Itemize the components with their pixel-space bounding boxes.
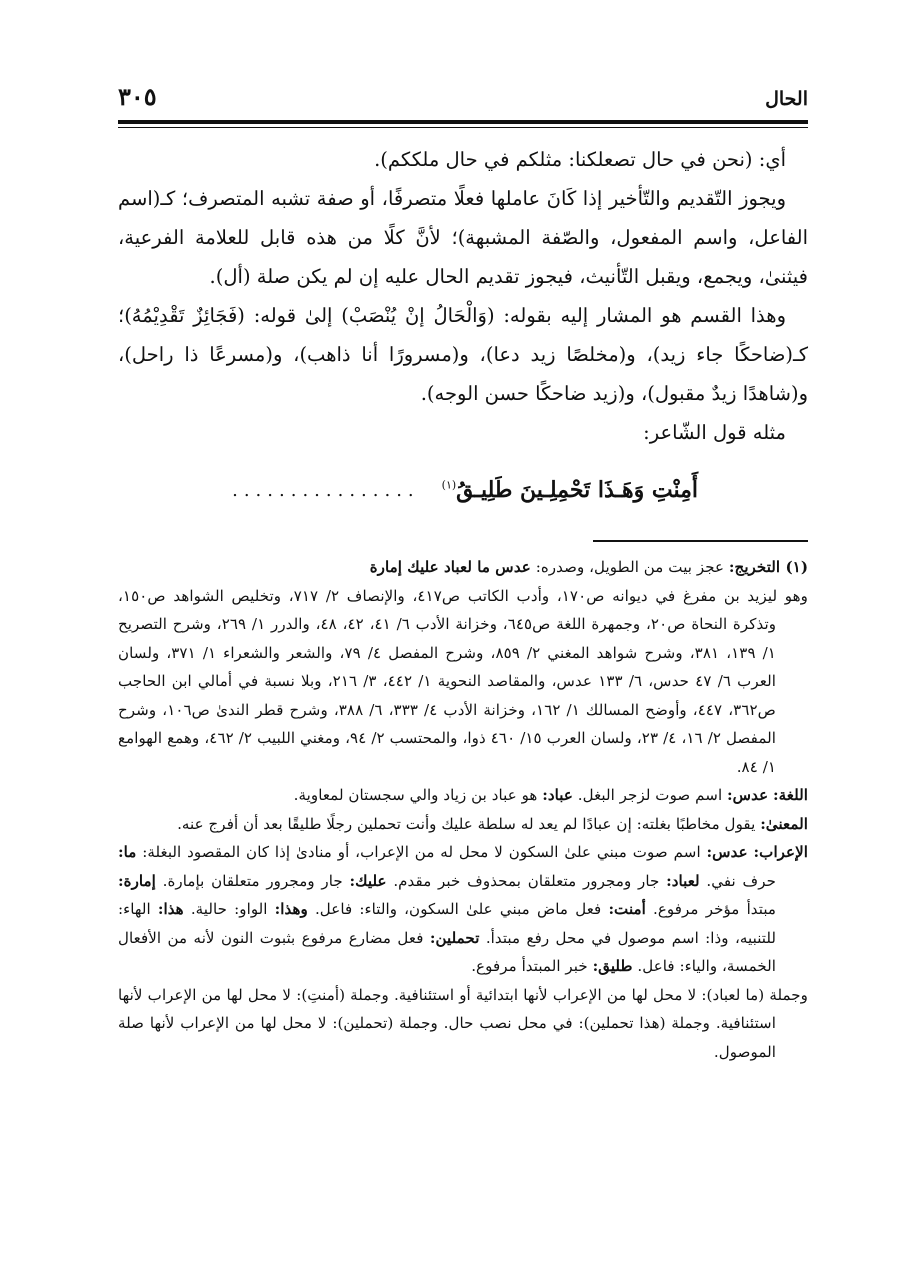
footnote-sources: وهو ليزيد بن مفرغ في ديوانه ص١٧٠، وأدب الكاتب ص٤١٧، والإنصاف ٢/ ٧١٧، وتخليص الشواهد ص١٥٠، وتذكرة النحاة ص٢٠، وجمهرة اللغة ص٦٤٥، وخزانة الأدب ٦/ ٤١، ٤٢، ٤٨، والدرر ١/ ٢٦٩، وشرح التصريح ١/ ١٣٩، ٣٨١، وشرح شواهد المغني ٢/ ٨٥٩، وشرح المفصل ٤/ ٧٩، والشعر والشعراء ١/ ٣٧١، ولسان العرب ٦/ ٤٧ حدس، ٦/ ١٣٣ عدس، والمقاصد النحوية ١/ ٤٤٢، ٣/ ٢١٦، وبلا نسبة في أمالي ابن الحاجب ص٣٦٢، ٤٤٧، وأوضح المسالك ١/ ١٦٢، وخزانة الأدب ٤/ ٣٣٣، ٦/ ٣٨٨، وشرح قطر الندىٰ ص١٠٦، وشرح المفصل ٢/ ١٦، ٤/ ٢٣، ولسان العرب ١٥/ ٤٦٠ ذوا، والمحتسب ٢/ ٩٤، ومغني اللبيب ٢/ ٤٦٢، وهمع الهوامع ١/ ٨٤. [118,586,808,776]
verse-hemistich: أَمِنْتِ وَهَـذَا تَحْمِلِـينَ طَلِيـقُ$^{(١)}$ [441,477,698,503]
poet-intro: مثله قول الشّاعر: [643,421,786,444]
chapter-title: الحال [765,88,808,110]
footnote-irab: الإعراب: عدس: اسم صوت مبني علىٰ السكون لا محل له من الإعراب، أو منادىٰ إذا كان المقصود البغلة: ما: حرف نفي. لعباد: جار ومجرور متعلقان بمحذوف خبر مقدم. عليك: جار ومجرور متعلقان بإمارة. إمارة: مبتدأ مؤخر مرفوع. أمنت: فعل ماض مبني علىٰ السكون، والتاء: فاعل. وهذا: الواو: حالية. هذا: الهاء: للتنبيه، وذا: اسم موصول في محل رفع مبتدأ. تحملين: فعل مضارع مرفوع بثبوت النون لأنه من الأفعال الخمسة، والياء: فاعل. طليق: خبر المبتدأ مرفوع. [118,843,808,975]
header-rule-thick [118,120,808,124]
footnote-jumal: وجملة (ما لعباد): لا محل لها من الإعراب لأنها ابتدائية أو استئنافية. وجملة (أمنتِ): لا محل لها من الإعراب لأنها استئنافية. وجملة (هذا تحملين): في محل نصب حال. وجملة (تحملين): لا محل لها من الإعراب لأنها صلة الموصول. [118,985,808,1061]
footnote-mana: المعنىٰ: يقول مخاطبًا بغلته: إن عبادًا لم يعد له سلطة عليك وأنت تحملين رجلًا طليقًا بعد أن أفرج عنه. [177,814,808,833]
footnote-lugha: اللغة: عدس: اسم صوت لزجر البغل. عباد: هو عباد بن زياد والي سجستان لمعاوية. [293,786,808,804]
footnote-takhrij: (١) التخريج: عجز بيت من الطويل، وصدره: عدس ما لعباد عليك إمارة [369,558,808,576]
footnotes [118,553,808,1066]
footnote-separator [593,540,808,542]
verse-omitted-dots: ................ [232,479,420,501]
page-header [118,82,808,122]
book-page [118,0,808,1271]
header-rule-thin [118,127,808,128]
page-number: ٣٠٥ [118,82,157,111]
main-text [118,140,808,510]
poetry-verse [118,470,808,510]
footnote-marker: (١) [441,478,457,492]
paragraph-2: ويجوز التّقديم والتّأخير إذا كَانَ عاملها فعلًا متصرفًا، أو صفة تشبه المتصرف؛ كـ(اسم الفاعل، واسم المفعول، والصّفة المشبهة)؛ لأنَّ كلًا من هذه قابل للعلامة الفرعية، فيثنىٰ، ويجمع، ويقبل التّأنيث، فيجوز تقديم الحال عليه إن لم يكن صلة (أل). [118,187,808,288]
paragraph-1: أي: (نحن في حال تصعلكنا: مثلكم في حال ملككم). [374,148,786,171]
paragraph-3: وهذا القسم هو المشار إليه بقوله: (وَالْحَالُ إنْ يُنْصَبْ) إلىٰ قوله: (فَجَائِزٌ تَقْدِيْمُهُ)؛ كـ(ضاحكًا جاء زيد)، و(مخلصًا زيد دعا)، و(مسرورًا أنا ذاهب)، و(مسرعًا ذا راحل)، و(شاهدًا زيدٌ مقبول)، و(زيد ضاحكًا حسن الوجه). [118,304,808,405]
